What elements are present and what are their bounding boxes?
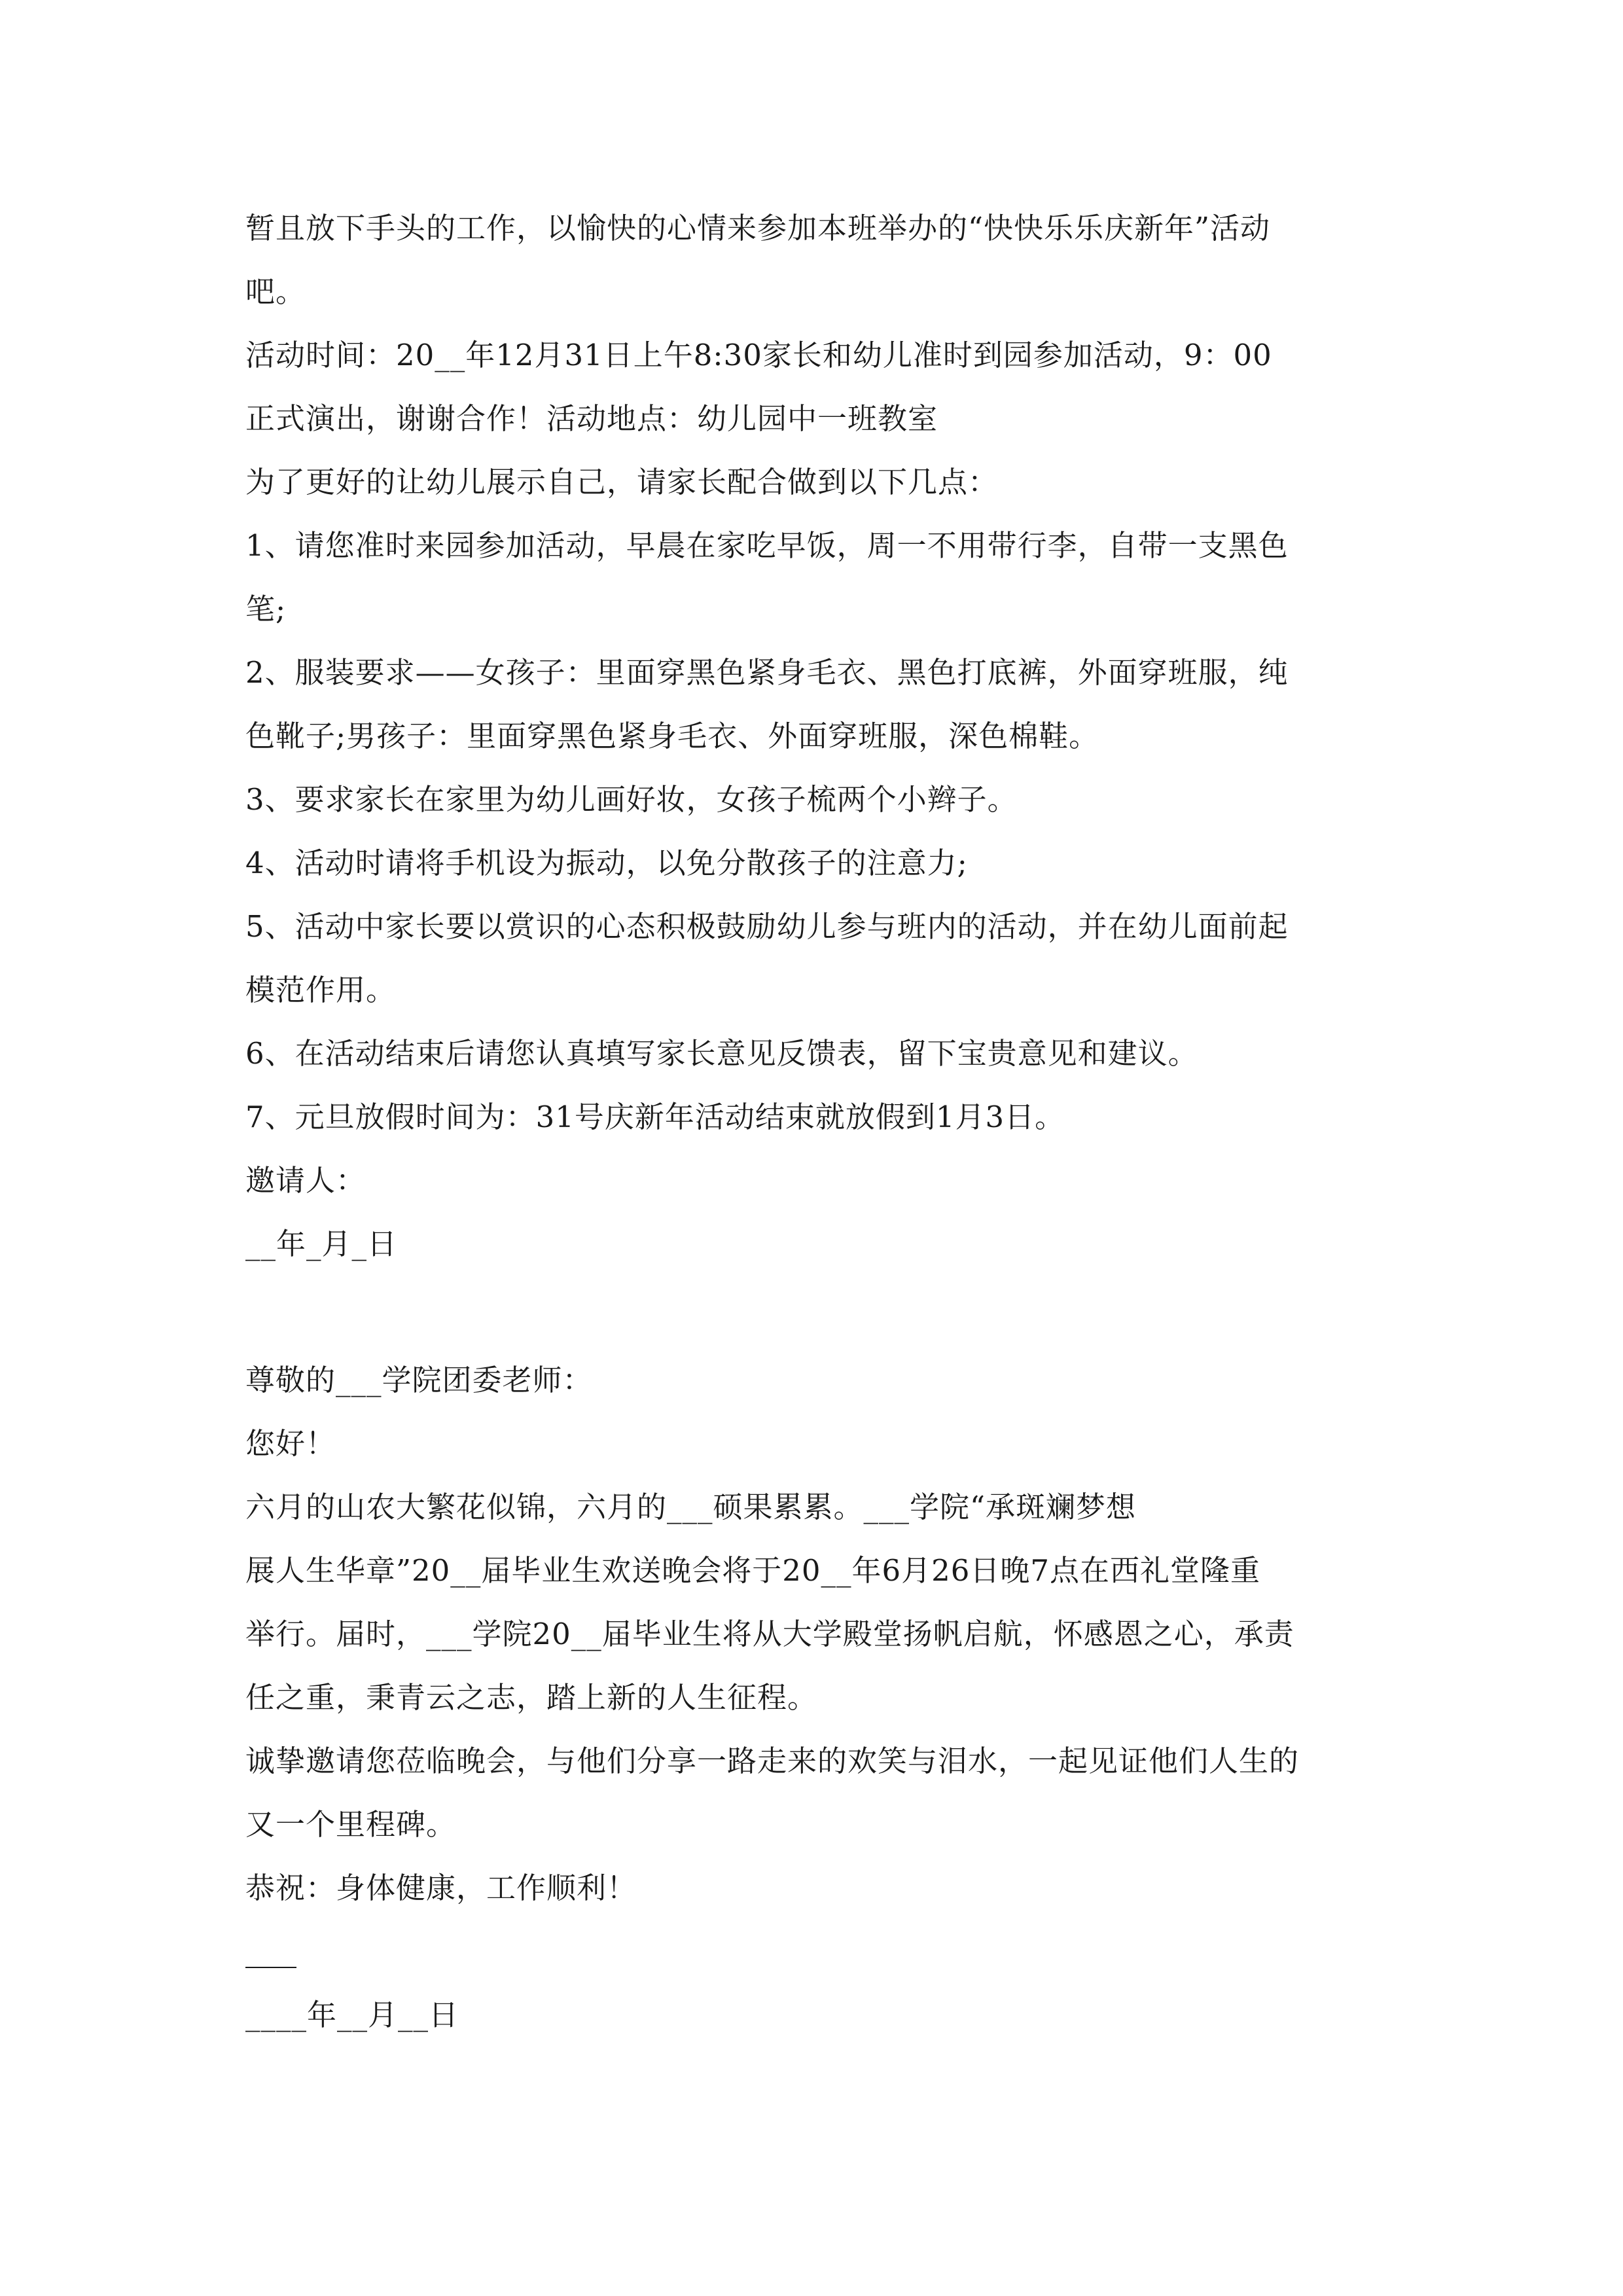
letter-body-line: 展人生华章”20__届毕业生欢送晚会将于20__年6月26日晚7点在西礼堂隆重	[245, 1553, 1261, 1588]
activity-time-line: 活动时间：20__年12月31日上午8:30家长和幼儿准时到园参加活动，9：00	[245, 338, 1272, 372]
requirement-item-1: 1、请您准时来园参加活动，早晨在家吃早饭，周一不用带行李，自带一支黑色	[245, 528, 1289, 563]
requirement-item-5: 5、活动中家长要以赏识的心态积极鼓励幼儿参与班内的活动，并在幼儿面前起	[245, 909, 1289, 944]
requirements-intro: 为了更好的让幼儿展示自己，请家长配合做到以下几点：	[245, 465, 999, 499]
letter-invitation-line: 又一个里程碑。	[245, 1807, 457, 1842]
requirement-item-7: 7、元旦放假时间为：31号庆新年活动结束就放假到1月3日。	[245, 1100, 1065, 1134]
signature-blank	[245, 1920, 1384, 1983]
requirement-item-3: 3、要求家长在家里为幼儿画好妆，女孩子梳两个小辫子。	[245, 782, 1018, 817]
farewell-party-letter	[245, 1348, 1384, 2047]
letter-body-line: 六月的山农大繁花似锦，六月的___硕果累累。___学院“承斑斓梦想	[245, 1490, 1137, 1524]
signature-underline	[245, 1967, 296, 1968]
invite-date: __年_月_日	[245, 1227, 398, 1261]
text-line: 吧。	[245, 274, 306, 309]
requirement-item-1-cont: 笔;	[245, 592, 287, 626]
letter-date: ____年__月__日	[245, 1998, 459, 2032]
letter-greeting: 您好！	[245, 1426, 336, 1461]
letter-body-line: 任之重，秉青云之志，踏上新的人生征程。	[245, 1680, 818, 1715]
letter-closing: 恭祝：身体健康，工作顺利！	[245, 1871, 637, 1905]
invitation-notice	[245, 196, 1384, 1276]
text-line: 暂且放下手头的工作，以愉快的心情来参加本班举办的“快快乐乐庆新年”活动	[245, 211, 1271, 245]
inviter-label: 邀请人：	[245, 1163, 366, 1198]
activity-location-line: 正式演出，谢谢合作！活动地点：幼儿园中一班教室	[245, 401, 938, 436]
requirement-item-5-cont: 模范作用。	[245, 973, 397, 1007]
requirement-item-2: 2、服装要求——女孩子：里面穿黑色紧身毛衣、黑色打底裤，外面穿班服，纯	[245, 655, 1289, 690]
letter-body-line: 举行。届时，___学院20__届毕业生将从大学殿堂扬帆启航，怀感恩之心，承责	[245, 1617, 1294, 1651]
letter-invitation-line: 诚挚邀请您莅临晚会，与他们分享一路走来的欢笑与泪水，一起见证他们人生的	[245, 1744, 1300, 1778]
requirement-item-6: 6、在活动结束后请您认真填写家长意见反馈表，留下宝贵意见和建议。	[245, 1036, 1198, 1071]
requirement-item-4: 4、活动时请将手机设为振动，以免分散孩子的注意力;	[245, 846, 968, 880]
letter-salutation: 尊敬的___学院团委老师：	[245, 1363, 593, 1397]
requirement-item-2-cont: 色靴子;男孩子：里面穿黑色紧身毛衣、外面穿班服，深色棉鞋。	[245, 719, 1099, 753]
